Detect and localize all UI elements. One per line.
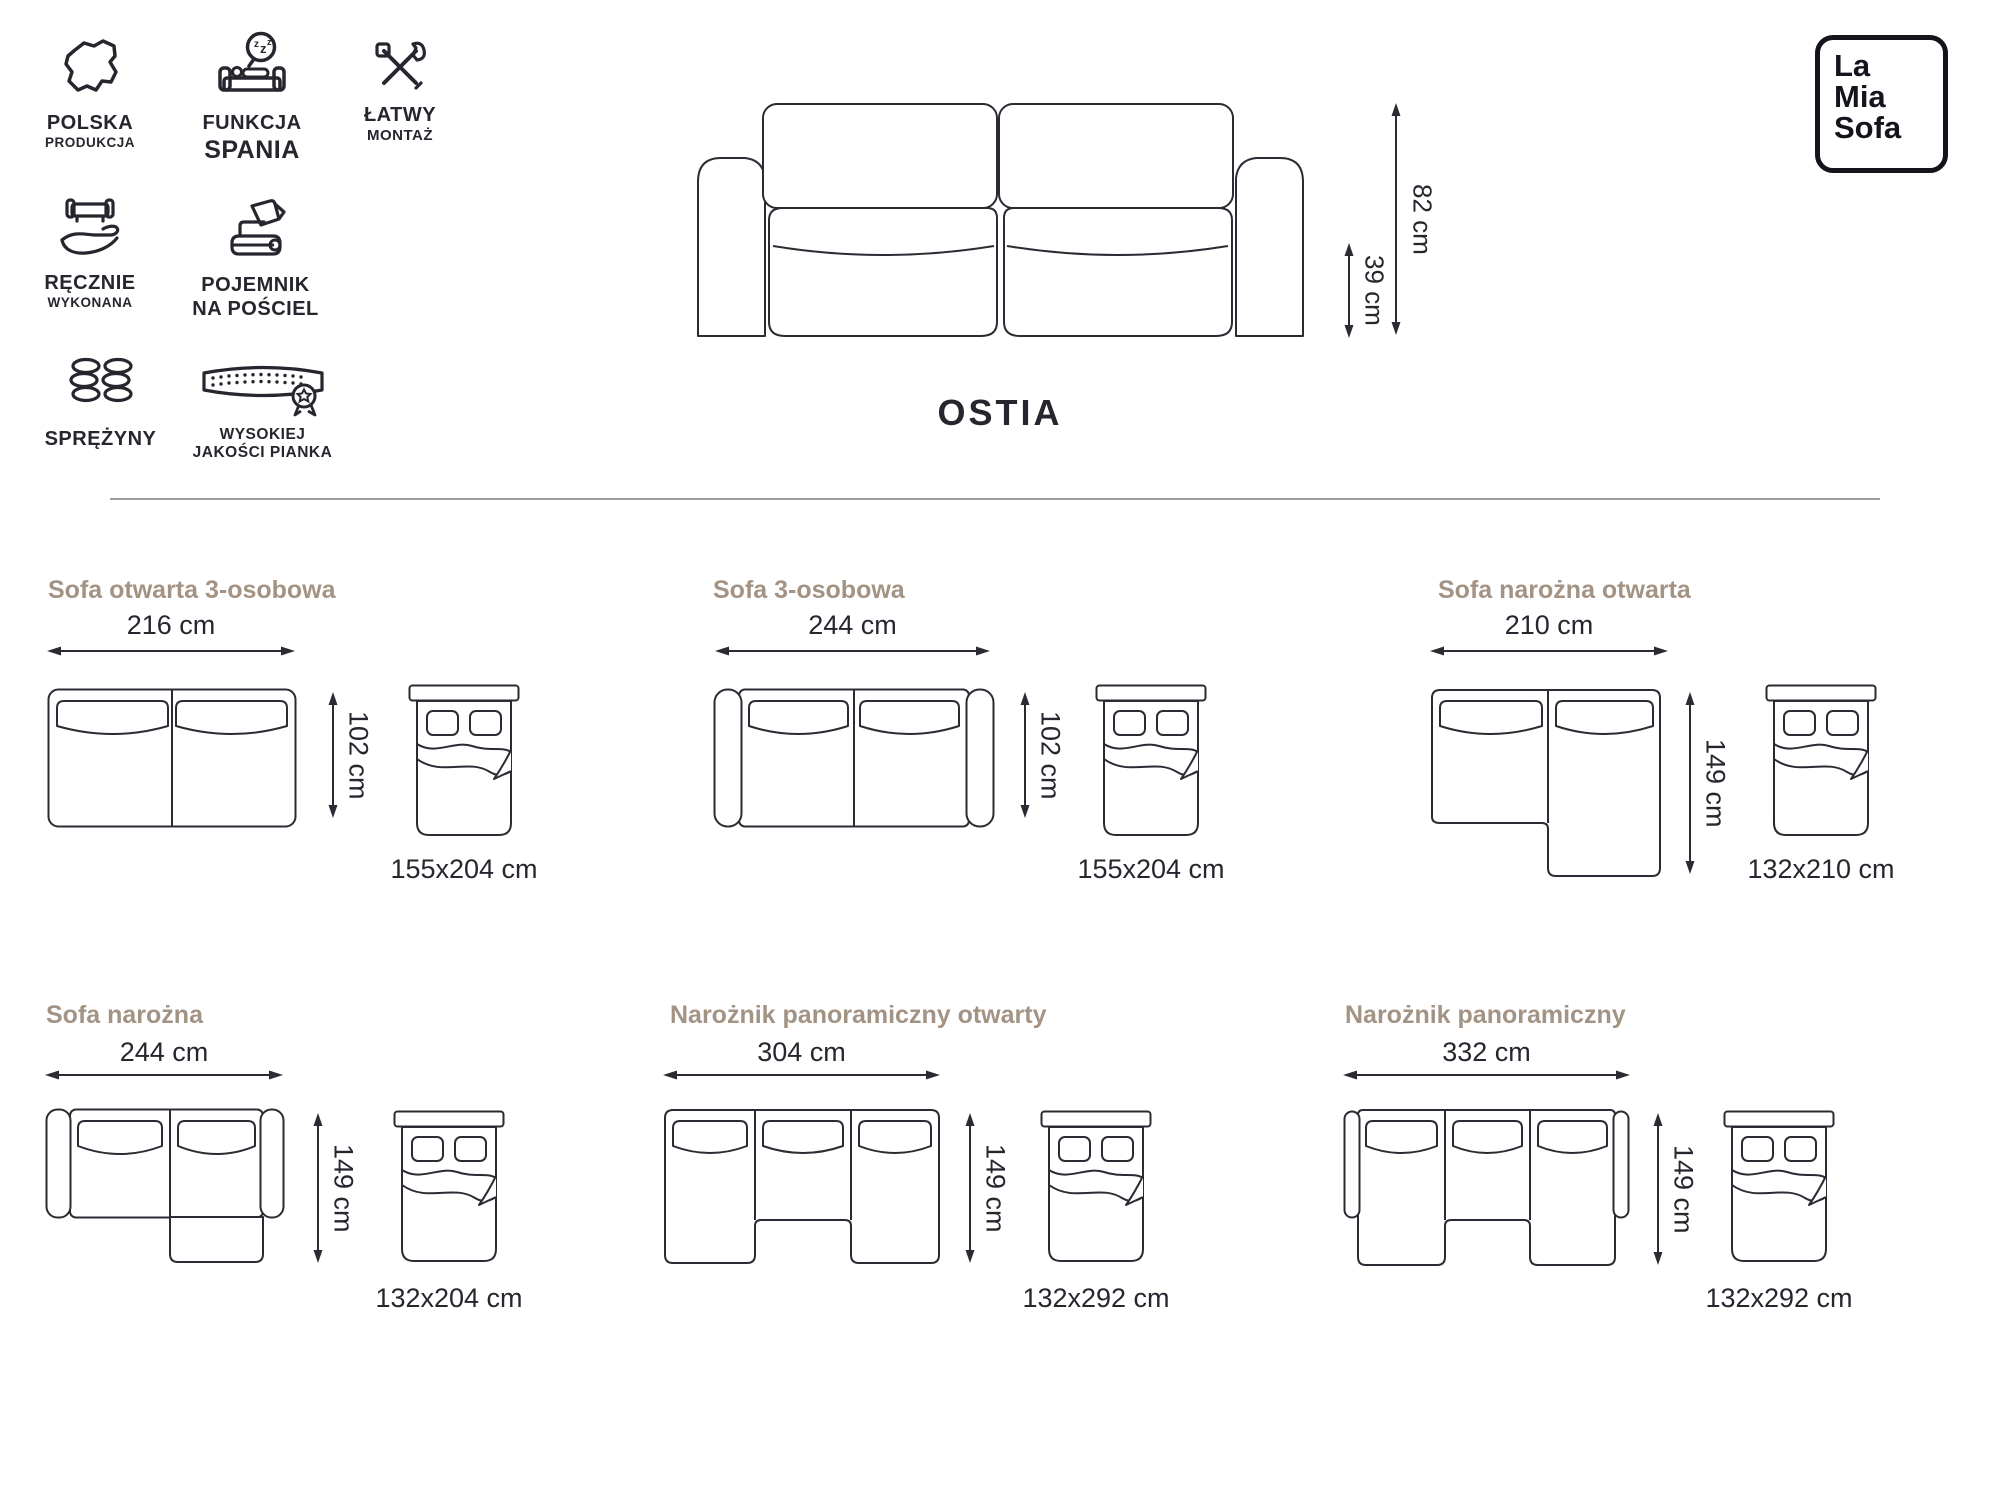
bed-size-label: 132x210 cm	[1747, 854, 1895, 884]
product-name: OSTIA	[937, 392, 1063, 433]
depth-label: 149 cm	[1668, 1144, 1699, 1234]
variant-title: Sofa narożna otwarta	[1438, 576, 1691, 604]
sofa-top-view	[1430, 688, 1662, 878]
seat-height-arrow	[1341, 243, 1357, 338]
depth-arrow	[325, 692, 341, 818]
depth-label: 102 cm	[343, 710, 374, 800]
feature-sublabel: JAKOŚCI PIANKA	[192, 443, 333, 461]
feature-latwy-montaz	[340, 36, 460, 145]
bed-size-label: 155x204 cm	[390, 854, 538, 884]
width-arrow	[45, 1067, 283, 1083]
bed-size-label: 155x204 cm	[1077, 854, 1225, 884]
seat-height-label: 39 cm	[1359, 255, 1390, 326]
width-label: 332 cm	[1442, 1037, 1531, 1067]
foam-icon	[198, 356, 328, 420]
brand-logo	[1815, 35, 1948, 173]
feature-funkcja-spania	[182, 30, 322, 165]
feature-label: SPRĘŻYNY	[44, 428, 157, 450]
bedding-storage-icon	[218, 192, 294, 268]
tools-icon	[369, 36, 431, 98]
depth-arrow	[310, 1113, 326, 1263]
overall-height-arrow	[1388, 103, 1404, 335]
logo-line: Mia	[1834, 79, 1886, 114]
width-arrow	[47, 643, 295, 659]
variant-panel-sofa-otwarta-3-osobowa	[28, 570, 588, 900]
sofa-front-view-drawing	[693, 100, 1308, 342]
bed-size-label: 132x204 cm	[375, 1283, 523, 1313]
feature-label: POLSKA	[46, 112, 134, 134]
logo-line: Sofa	[1834, 110, 1902, 145]
depth-arrow	[1682, 692, 1698, 874]
feature-label: WYSOKIEJ	[219, 426, 306, 443]
feature-sublabel: PRODUKCJA	[44, 135, 135, 150]
variant-title: Sofa 3-osobowa	[713, 576, 905, 604]
width-arrow	[663, 1067, 940, 1083]
bed-size-diagram	[1040, 1110, 1152, 1264]
depth-label: 149 cm	[980, 1143, 1011, 1233]
feature-sublabel: MONTAŻ	[366, 127, 434, 144]
bed-size-diagram	[1095, 684, 1207, 838]
depth-arrow	[1017, 692, 1033, 818]
width-label: 244 cm	[808, 610, 897, 640]
bed-size-diagram	[408, 684, 520, 838]
width-arrow	[715, 643, 990, 659]
bed-size-diagram	[1723, 1110, 1835, 1264]
width-arrow	[1430, 643, 1668, 659]
svg-text:z: z	[254, 39, 259, 50]
depth-label: 149 cm	[328, 1143, 359, 1233]
width-label: 244 cm	[119, 1037, 209, 1067]
feature-label: FUNKCJA	[202, 112, 302, 134]
feature-wysokiej-jakosci-pianka	[175, 356, 350, 462]
bed-size-diagram	[1765, 684, 1877, 838]
width-label: 304 cm	[757, 1037, 846, 1067]
feature-polska-produkcja	[25, 34, 155, 151]
svg-text:z: z	[267, 37, 272, 47]
sofa-top-view	[663, 1108, 941, 1265]
feature-sublabel: NA POŚCIEL	[192, 298, 319, 320]
overall-height-label: 82 cm	[1407, 183, 1438, 255]
depth-label: 102 cm	[1035, 710, 1066, 800]
logo-line: La	[1834, 48, 1871, 83]
feature-sprezyny	[28, 354, 173, 451]
feature-label: POJEMNIK	[201, 274, 310, 296]
depth-arrow	[962, 1113, 978, 1263]
depth-label: 149 cm	[1700, 738, 1731, 828]
section-divider	[110, 498, 1880, 500]
handmade-icon	[52, 196, 128, 266]
bed-size-diagram	[393, 1110, 505, 1264]
feature-sublabel: WYKONANA	[47, 295, 133, 310]
bed-size-label: 132x292 cm	[1022, 1283, 1170, 1313]
feature-label: RĘCZNIE	[44, 272, 136, 294]
variant-panel-sofa-narozna	[28, 995, 588, 1335]
feature-recznie-wykonana	[25, 196, 155, 311]
depth-arrow	[1650, 1113, 1666, 1265]
feature-sublabel: SPANIA	[204, 136, 300, 164]
variant-title: Sofa narożna	[46, 1001, 203, 1029]
springs-icon	[61, 354, 141, 422]
svg-text:z: z	[260, 41, 267, 56]
width-label: 210 cm	[1504, 610, 1594, 640]
variant-panel-sofa-3-osobowa	[695, 570, 1255, 900]
variant-panel-sofa-narozna-otwarta	[1420, 570, 1980, 900]
sofa-top-view	[1343, 1108, 1630, 1267]
sofa-top-view	[47, 688, 297, 828]
variant-panel-naroznik-panoramiczny	[1325, 995, 1975, 1335]
variant-panel-naroznik-panoramiczny-otwarty	[645, 995, 1265, 1335]
feature-pojemnik-na-posciel	[178, 192, 333, 321]
bed-size-label: 132x292 cm	[1705, 1283, 1853, 1313]
poland-map-icon	[54, 34, 126, 106]
width-label: 216 cm	[126, 610, 216, 640]
variant-title: Narożnik panoramiczny otwarty	[670, 1001, 1047, 1029]
variant-title: Sofa otwarta 3-osobowa	[48, 576, 336, 604]
sofa-top-view	[713, 688, 995, 828]
sleep-function-icon	[214, 30, 290, 106]
variant-title: Narożnik panoramiczny	[1345, 1001, 1626, 1029]
sofa-top-view	[45, 1108, 285, 1265]
width-arrow	[1343, 1067, 1630, 1083]
feature-label: ŁATWY	[363, 104, 437, 126]
